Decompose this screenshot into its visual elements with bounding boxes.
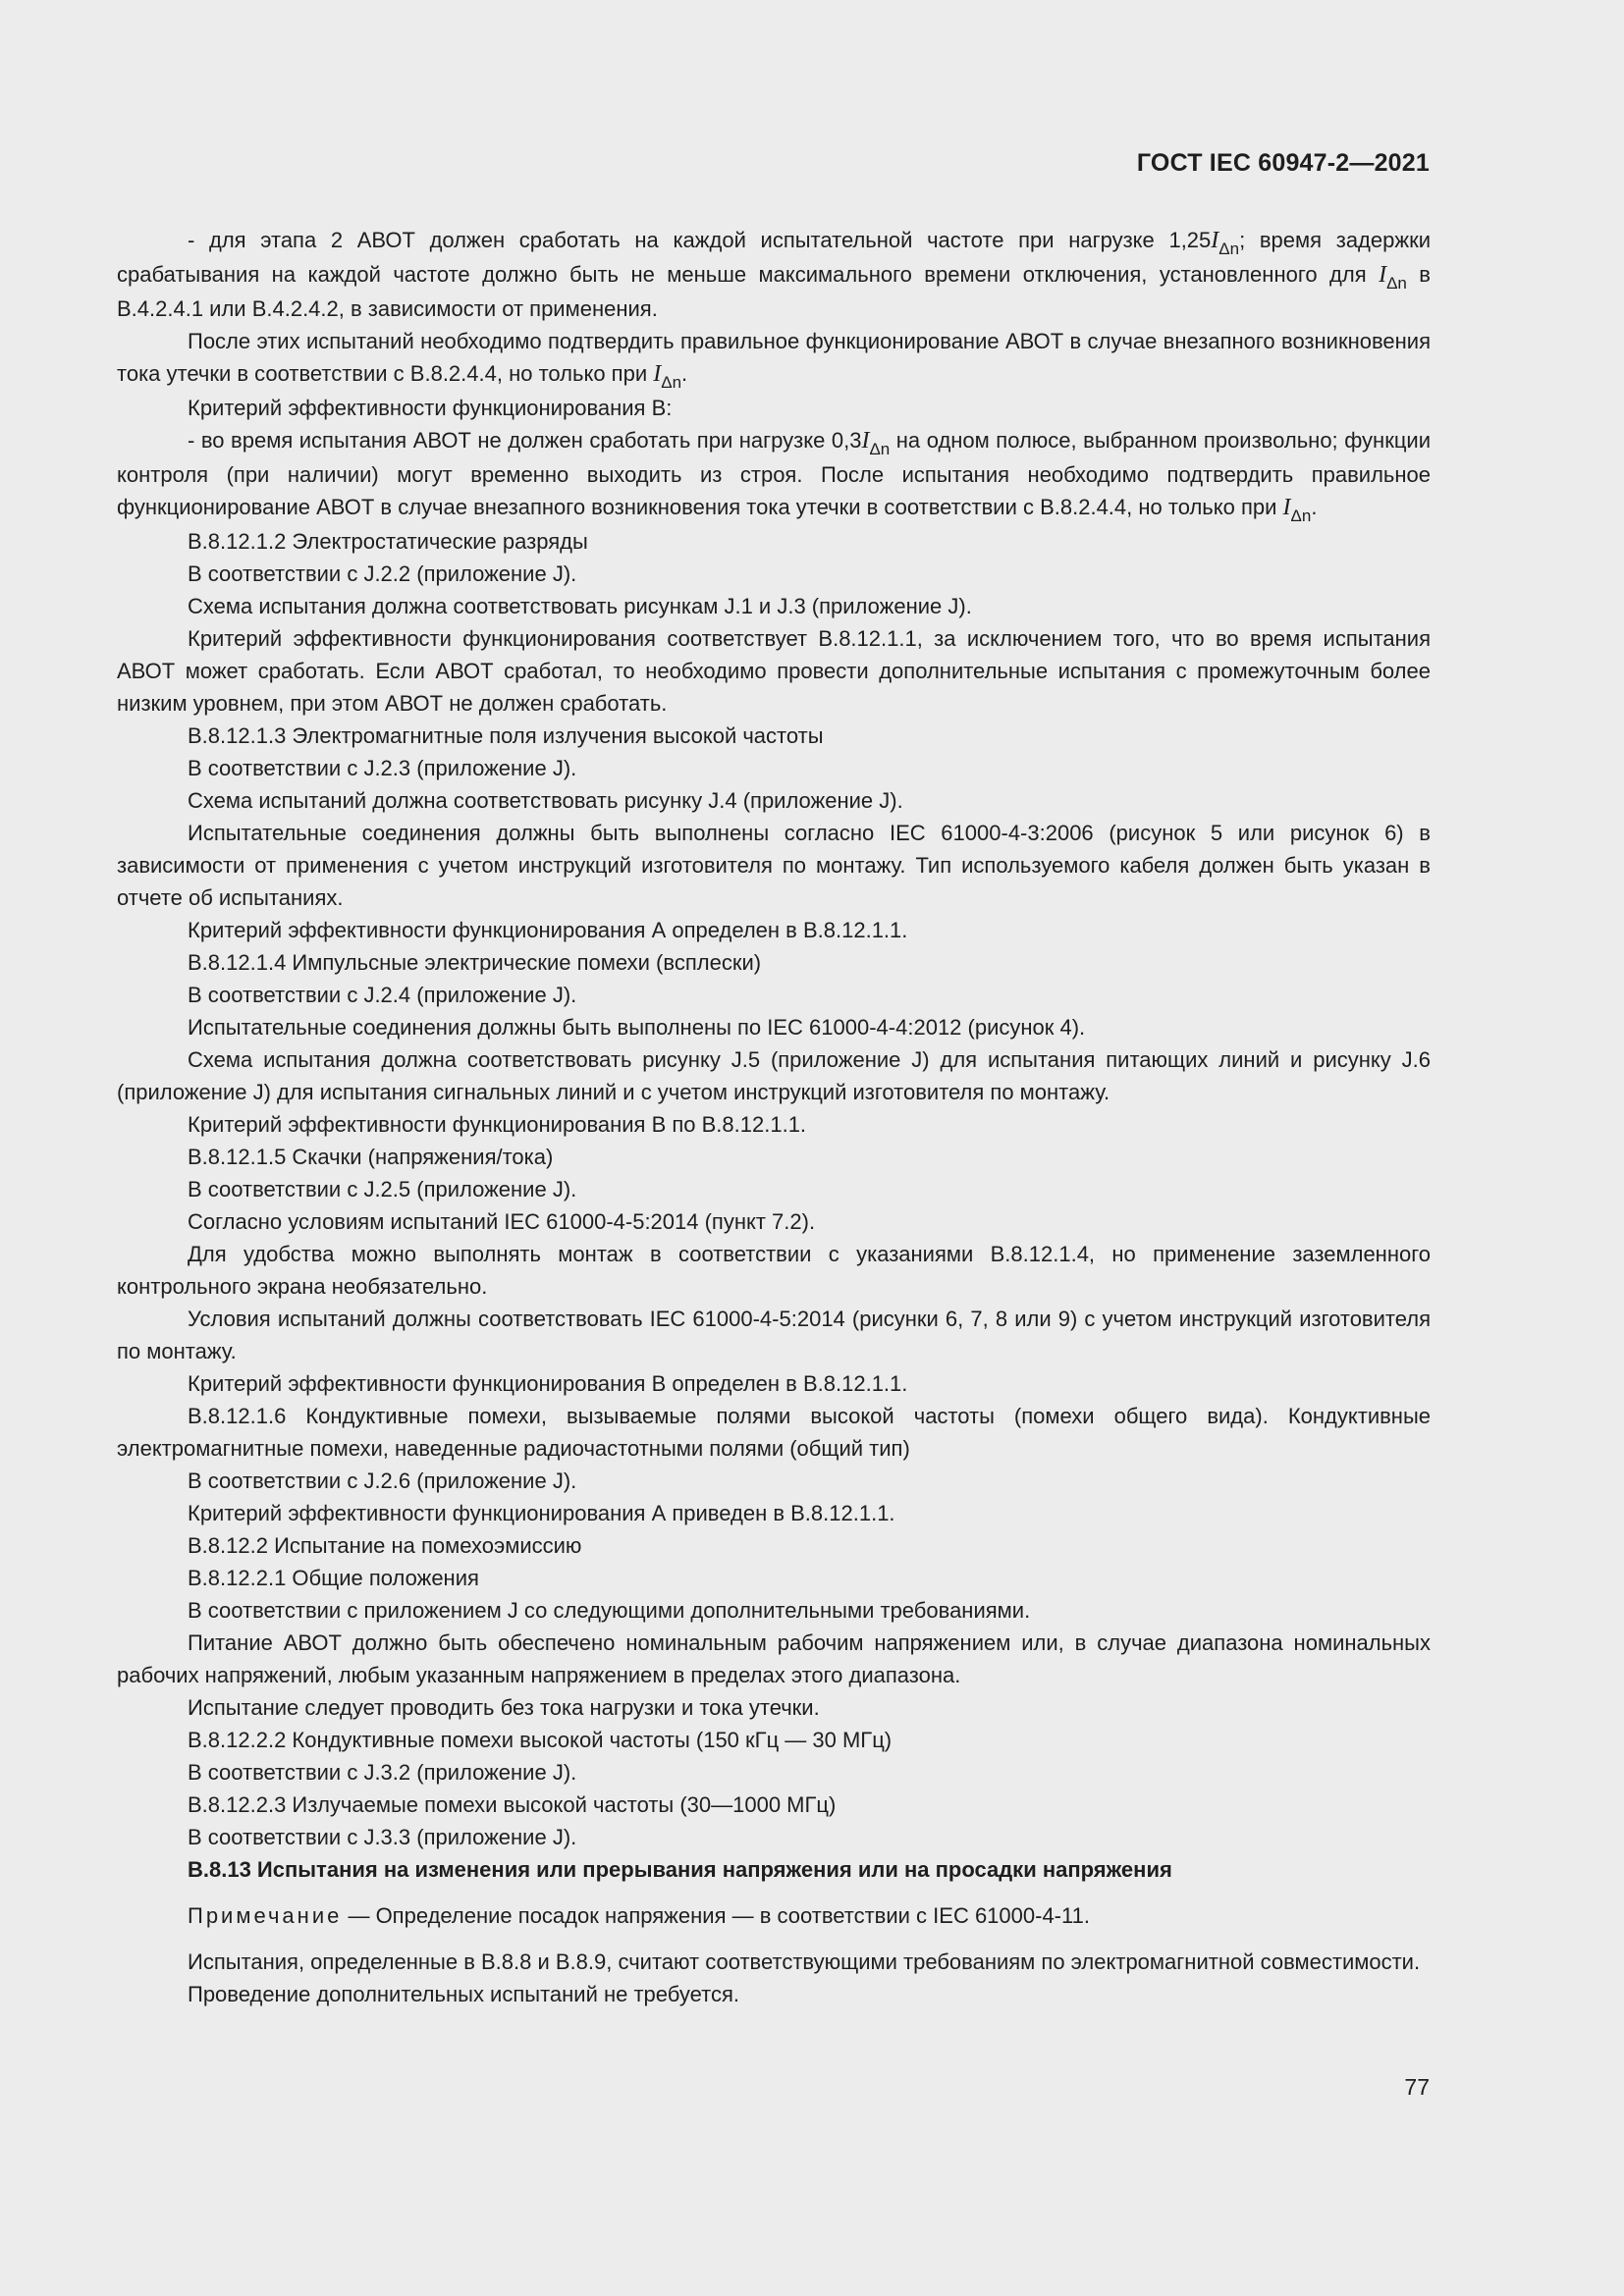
paragraph: Проведение дополнительных испытаний не требуется.: [188, 1982, 739, 2006]
text-run: .: [1311, 495, 1318, 519]
symbol-subscript: Δn: [1218, 240, 1240, 258]
text-run: на одном полюсе, выбранном произвольно; функции контроля (при наличии) могут временно выходить из строя. После испытания необходимо подтвердить правильное функционирование АВОТ в случае внезапного возникновения тока утечки в соответствии с B.8.2.4.4, но только при: [117, 428, 1431, 519]
section-heading: B.8.12.2.1 Общие положения: [188, 1566, 479, 1590]
section-heading: B.8.12.2.3 Излучаемые помехи высокой частоты (30—1000 МГц): [188, 1792, 837, 1817]
text-run: .: [681, 361, 688, 386]
paragraph: Испытательные соединения должны быть выполнены по IEC 61000-4-4:2012 (рисунок 4).: [188, 1015, 1086, 1040]
symbol-i: I: [861, 428, 870, 454]
paragraph: Критерий эффективности функционирования соответствует B.8.12.1.1, за исключением того, что во время испытания АВОТ может сработать. Если АВОТ сработал, то необходимо провести дополнительные испытания с промежуточным более низким уровнем, при этом АВОТ не должен сработать.: [117, 626, 1431, 716]
paragraph: В соответствии с J.3.3 (приложение J).: [188, 1825, 577, 1849]
text-run: После этих испытаний необходимо подтвердить правильное функционирование АВОТ в случае внезапного возникновения тока утечки в соответствии с B.8.2.4.4, но только при: [117, 329, 1431, 386]
paragraph: Для удобства можно выполнять монтаж в соответствии с указаниями B.8.12.1.4, но применение заземленного контрольного экрана необязательно.: [117, 1242, 1431, 1299]
paragraph: В соответствии с J.2.4 (приложение J).: [188, 983, 577, 1007]
paragraph: Критерий эффективности функционирования В по B.8.12.1.1.: [188, 1112, 807, 1137]
paragraph: В соответствии с J.2.6 (приложение J).: [188, 1468, 577, 1493]
note-text: — Определение посадок напряжения — в соответствии с IEC 61000-4-11.: [342, 1903, 1090, 1928]
section-heading: B.8.12.2.2 Кондуктивные помехи высокой частоты (150 кГц — 30 МГц): [188, 1728, 893, 1752]
paragraph: Испытательные соединения должны быть выполнены согласно IEC 61000-4-3:2006 (рисунок 5 или рисунок 6) в зависимости от применения с учетом инструкций изготовителя по монтажу. Тип используемого кабеля должен быть указан в отчете об испытаниях.: [117, 821, 1431, 910]
paragraph: В соответствии с J.3.2 (приложение J).: [188, 1760, 577, 1785]
document-code-header: ГОСТ IEC 60947-2—2021: [1136, 149, 1430, 177]
paragraph: Согласно условиям испытаний IEC 61000-4-5:2014 (пункт 7.2).: [188, 1209, 816, 1234]
paragraph-stage2: [117, 224, 1431, 325]
paragraph: Критерий эффективности функционирования В:: [188, 396, 673, 420]
paragraph: Схема испытания должна соответствовать рисунку J.5 (приложение J) для испытания питающих линий и рисунку J.6 (приложение J) для испытания сигнальных линий и с учетом инструкций изготовителя по монтажу.: [117, 1047, 1431, 1104]
section-heading-bold: B.8.13 Испытания на изменения или прерывания напряжения или на просадки напряжения: [188, 1857, 1172, 1882]
paragraph: Питание АВОТ должно быть обеспечено номинальным рабочим напряжением или, в случае диапазона номинальных рабочих напряжений, любым указанным напряжением в пределах этого диапазона.: [117, 1630, 1431, 1687]
text-run: в B.4.2.4.1 или B.4.2.4.2, в зависимости от применения.: [117, 262, 1431, 321]
text-run: ; время задержки срабатывания на каждой частоте должно быть не меньше максимального времени отключения, установленного для: [117, 228, 1431, 287]
paragraph-during-test: [117, 424, 1431, 525]
document-body: [117, 224, 1431, 2010]
paragraph: Схема испытаний должна соответствовать рисунку J.4 (приложение J).: [188, 788, 903, 813]
section-heading: B.8.12.1.5 Скачки (напряжения/тока): [188, 1145, 554, 1169]
paragraph-after-tests: [117, 325, 1431, 392]
symbol-i: I: [1379, 262, 1387, 288]
paragraph: В соответствии с J.2.5 (приложение J).: [188, 1177, 577, 1201]
symbol-i: I: [1282, 495, 1291, 520]
section-heading: B.8.12.1.2 Электростатические разряды: [188, 529, 588, 554]
symbol-subscript: Δn: [1290, 507, 1312, 525]
note-paragraph: [117, 1899, 1431, 1932]
paragraph: Испытание следует проводить без тока нагрузки и тока утечки.: [188, 1695, 820, 1720]
paragraph: В соответствии с J.2.2 (приложение J).: [188, 561, 577, 586]
paragraph: Критерий эффективности функционирования А приведен в B.8.12.1.1.: [188, 1501, 895, 1525]
page-number: 77: [1404, 2074, 1430, 2100]
paragraph: Критерий эффективности функционирования А определен в B.8.12.1.1.: [188, 918, 908, 942]
section-heading: B.8.12.1.6 Кондуктивные помехи, вызываемые полями высокой частоты (помехи общего вида). Кондуктивные электромагнитные помехи, наведенные радиочастотными полями (общий тип): [117, 1404, 1431, 1461]
paragraph: В соответствии с J.2.3 (приложение J).: [188, 756, 577, 780]
symbol-i: I: [653, 361, 662, 387]
symbol-i: I: [1211, 228, 1219, 253]
paragraph: Условия испытаний должны соответствовать IEC 61000-4-5:2014 (рисунки 6, 7, 8 или 9) с учетом инструкций изготовителя по монтажу.: [117, 1307, 1431, 1363]
paragraph: Схема испытания должна соответствовать рисункам J.1 и J.3 (приложение J).: [188, 594, 972, 618]
section-heading: B.8.12.1.3 Электромагнитные поля излучения высокой частоты: [188, 723, 824, 748]
symbol-subscript: Δn: [1386, 274, 1407, 293]
text-run: - для этапа 2 АВОТ должен сработать на каждой испытательной частоте при нагрузке 1,25: [188, 228, 1212, 252]
paragraph: Испытания, определенные в B.8.8 и B.8.9, считают соответствующими требованиям по электромагнитной совместимости.: [188, 1949, 1421, 1974]
paragraph: Критерий эффективности функционирования В определен в B.8.12.1.1.: [188, 1371, 908, 1396]
section-heading: B.8.12.2 Испытание на помехоэмиссию: [188, 1533, 582, 1558]
symbol-subscript: Δn: [661, 373, 682, 392]
section-heading: B.8.12.1.4 Импульсные электрические помехи (всплески): [188, 950, 762, 975]
symbol-subscript: Δn: [869, 440, 891, 458]
note-label: Примечание: [188, 1903, 343, 1928]
paragraph: В соответствии с приложением J со следующими дополнительными требованиями.: [188, 1598, 1031, 1623]
text-run: - во время испытания АВОТ не должен сработать при нагрузке 0,3: [188, 428, 862, 453]
